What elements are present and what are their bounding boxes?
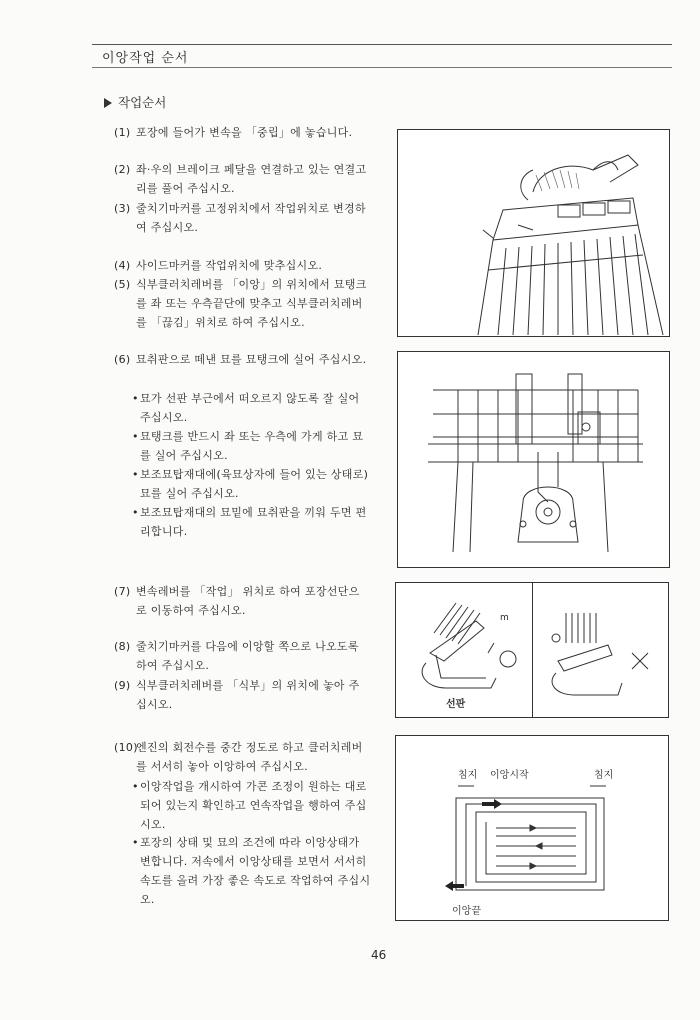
step-6-bullet-1: [132, 389, 372, 427]
bullet-dot: •: [132, 506, 139, 519]
bullet-text: 이앙작업을 개시하여 가콘 조정이 원하는 대로 되어 있는지 확인하고 연속작업을 행하여 주십시오.: [140, 780, 367, 831]
step-text: 사이드마커를 작업위치에 맞추십시오.: [136, 259, 323, 272]
bullet-text: 포장의 상태 및 묘의 조건에 따라 이앙상태가 변합니다. 저속에서 이앙상태를 보면서 서서히 속도를 올려 가장 좋은 속도로 작업하여 주십시오.: [140, 836, 371, 906]
step-3: [114, 199, 370, 237]
bullet-text: 묘가 선판 부근에서 떠오르지 않도록 잘 실어 주십시오.: [140, 392, 360, 424]
step-text: 식부클러치레버를 「이앙」의 위치에서 묘탱크를 좌 또는 우측끝단에 맞추고 식부클러치레버를 「끊김」위치로 하여 주십시오.: [136, 278, 367, 329]
bullet-dot: •: [132, 780, 139, 793]
step-10-bullet-2: [132, 833, 372, 909]
figure-seedling-loading: [397, 129, 670, 337]
step-2: [114, 160, 370, 198]
step-text: 좌·우의 브레이크 페달을 연결하고 있는 연결고리를 풀어 주십시오.: [136, 163, 367, 195]
section-heading-text: 작업순서: [118, 95, 167, 110]
step-number: (1): [114, 126, 131, 139]
bullet-dot: •: [132, 836, 139, 849]
step-number: (6): [114, 353, 131, 366]
section-heading: [104, 93, 166, 111]
header-rule-bottom: [92, 67, 672, 68]
step-number: (4): [114, 259, 131, 272]
triangle-bullet-icon: [104, 98, 112, 108]
step-6: [114, 350, 370, 369]
step-number: (10): [114, 741, 138, 754]
step-number: (3): [114, 202, 131, 215]
step-number: (5): [114, 278, 131, 291]
step-4: [114, 256, 370, 275]
step-text: 포장에 들어가 변속을 「중립」에 놓습니다.: [136, 126, 353, 139]
step-8: [114, 637, 370, 675]
bullet-text: 보조묘탑재대에(육묘상자에 들어 있는 상태로) 묘를 실어 주십시오.: [140, 468, 369, 500]
seedling-loading-illustration: [398, 130, 669, 336]
step-text: 줄치기마커를 고정위치에서 작업위치로 변경하여 주십시오.: [136, 202, 366, 234]
step-number: (9): [114, 679, 131, 692]
step-text: 식부클러치레버를 「식부」의 위치에 놓아 주십시오.: [136, 679, 360, 711]
step-number: (2): [114, 163, 131, 176]
step-text: 묘취판으로 떼낸 묘를 묘탱크에 실어 주십시오.: [136, 353, 367, 366]
figure-divider: [532, 583, 533, 717]
step-9: [114, 676, 370, 714]
step-6-bullet-3: [132, 465, 372, 503]
step-5: [114, 275, 370, 332]
step-text: 엔진의 회전수를 중간 정도로 하고 클러치레버를 서서히 놓아 이앙하여 주십시오.: [136, 741, 363, 773]
step-10-bullet-1: [132, 777, 372, 834]
step-1: [114, 123, 370, 142]
bullet-text: 묘탱크를 반드시 좌 또는 우측에 가게 하고 묘를 실어 주십시오.: [140, 430, 364, 462]
header-rule-top: [92, 44, 672, 45]
figure-caption-seonpan: 선판: [446, 699, 466, 710]
page-header-title: 이앙작업 순서: [102, 51, 189, 66]
route-right-label: 침지: [594, 770, 614, 781]
figure-small-mark: m: [500, 613, 509, 623]
planter-mechanism-illustration: [398, 352, 669, 567]
figure-planting-route: [395, 735, 669, 921]
step-number: (7): [114, 585, 131, 598]
route-end-label: 이앙끝: [452, 906, 481, 917]
step-6-bullet-4: [132, 503, 372, 541]
bullet-dot: •: [132, 468, 139, 481]
step-6-bullet-2: [132, 427, 372, 465]
step-text: 줄치기마커를 다음에 이앙할 쪽으로 나오도록 하여 주십시오.: [136, 640, 359, 672]
step-number: (8): [114, 640, 131, 653]
bullet-dot: •: [132, 392, 139, 405]
figure-seedling-position: [395, 582, 669, 718]
step-7: [114, 582, 370, 620]
planting-route-illustration: [396, 736, 668, 920]
route-left-label: 침지: [458, 770, 478, 781]
figure-planter-mechanism: [397, 351, 670, 568]
step-10: [114, 738, 370, 776]
route-start-label: 이앙시작: [490, 770, 529, 781]
page-number: 46: [371, 948, 387, 962]
step-text: 변속레버를 「작업」 위치로 하여 포장선단으로 이동하여 주십시오.: [136, 585, 360, 617]
bullet-dot: •: [132, 430, 139, 443]
bullet-text: 보조묘탑재대의 묘밑에 묘취판을 끼워 두면 편리합니다.: [140, 506, 367, 538]
